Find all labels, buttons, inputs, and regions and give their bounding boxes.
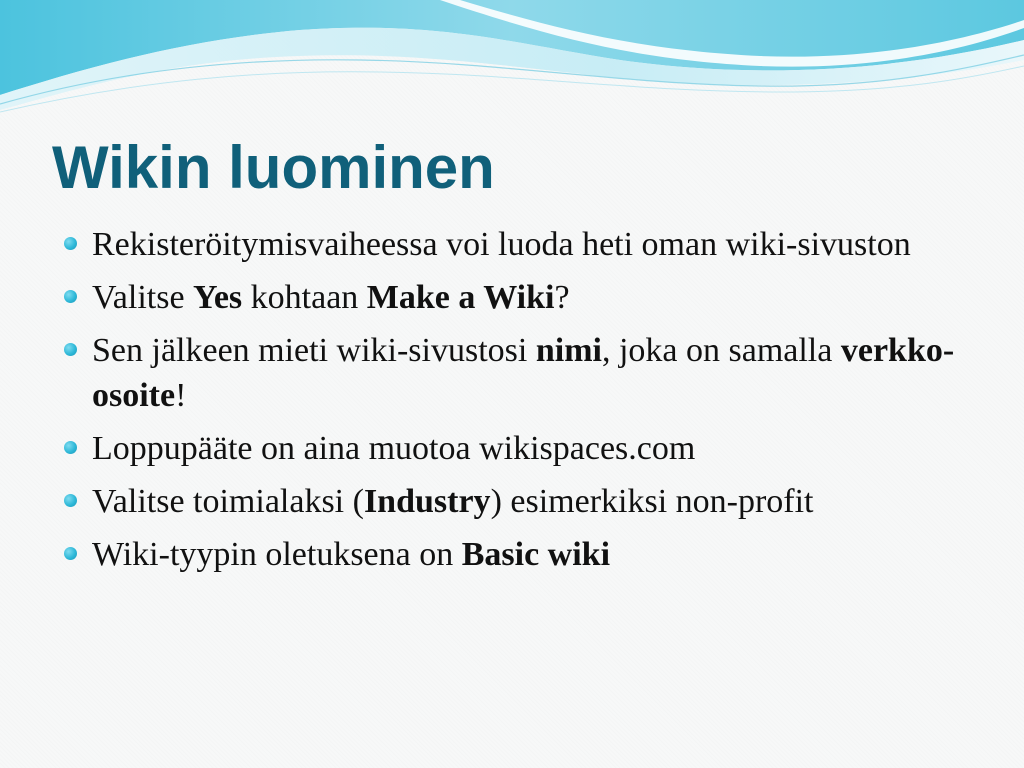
bullet-bold-text: Make a Wiki	[366, 279, 555, 316]
bullet-bold-text: Basic wiki	[461, 536, 611, 573]
bullet-plain-text: Sen jälkeen mieti wiki-sivustosi	[92, 332, 536, 369]
slide-title: Wikin luominen	[52, 134, 495, 201]
bullet-plain-text: kohtaan	[242, 279, 367, 316]
bullet-dot-icon	[64, 343, 77, 356]
bullet-dot-icon	[64, 547, 77, 560]
bullet-text	[92, 483, 814, 520]
bullet-item	[62, 275, 982, 320]
bullet-plain-text: Rekisteröitymisvaiheessa voi luoda heti oman wiki-sivuston	[92, 226, 911, 263]
bullet-text	[92, 279, 570, 316]
bullet-item	[62, 328, 982, 418]
bullet-bold-text: nimi	[535, 332, 602, 369]
bullet-text	[92, 226, 911, 263]
bullet-plain-text: Loppupääte on aina muotoa wikispaces.com	[92, 430, 696, 467]
bullet-list	[62, 222, 982, 585]
bullet-bold-text: verkko-osoite	[92, 332, 955, 414]
bullet-plain-text: ?	[554, 279, 570, 316]
wave-header-decoration	[0, 0, 1024, 120]
bullet-plain-text: Wiki-tyypin oletuksena on	[92, 536, 462, 573]
bullet-item	[62, 222, 982, 267]
bullet-text	[92, 430, 695, 467]
bullet-plain-text: Valitse toimialaksi (	[92, 483, 364, 520]
bullet-text	[92, 332, 954, 414]
bullet-plain-text: , joka on samalla	[601, 332, 841, 369]
bullet-plain-text: !	[175, 377, 187, 414]
bullet-bold-text: Industry	[363, 483, 491, 520]
bullet-item	[62, 426, 982, 471]
bullet-dot-icon	[64, 441, 77, 454]
bullet-item	[62, 532, 982, 577]
bullet-plain-text: ) esimerkiksi non-profit	[490, 483, 814, 520]
bullet-dot-icon	[64, 237, 77, 250]
bullet-dot-icon	[64, 494, 77, 507]
bullet-bold-text: Yes	[193, 279, 243, 316]
bullet-item	[62, 479, 982, 524]
bullet-text	[92, 536, 610, 573]
bullet-plain-text: Valitse	[92, 279, 194, 316]
bullet-dot-icon	[64, 290, 77, 303]
